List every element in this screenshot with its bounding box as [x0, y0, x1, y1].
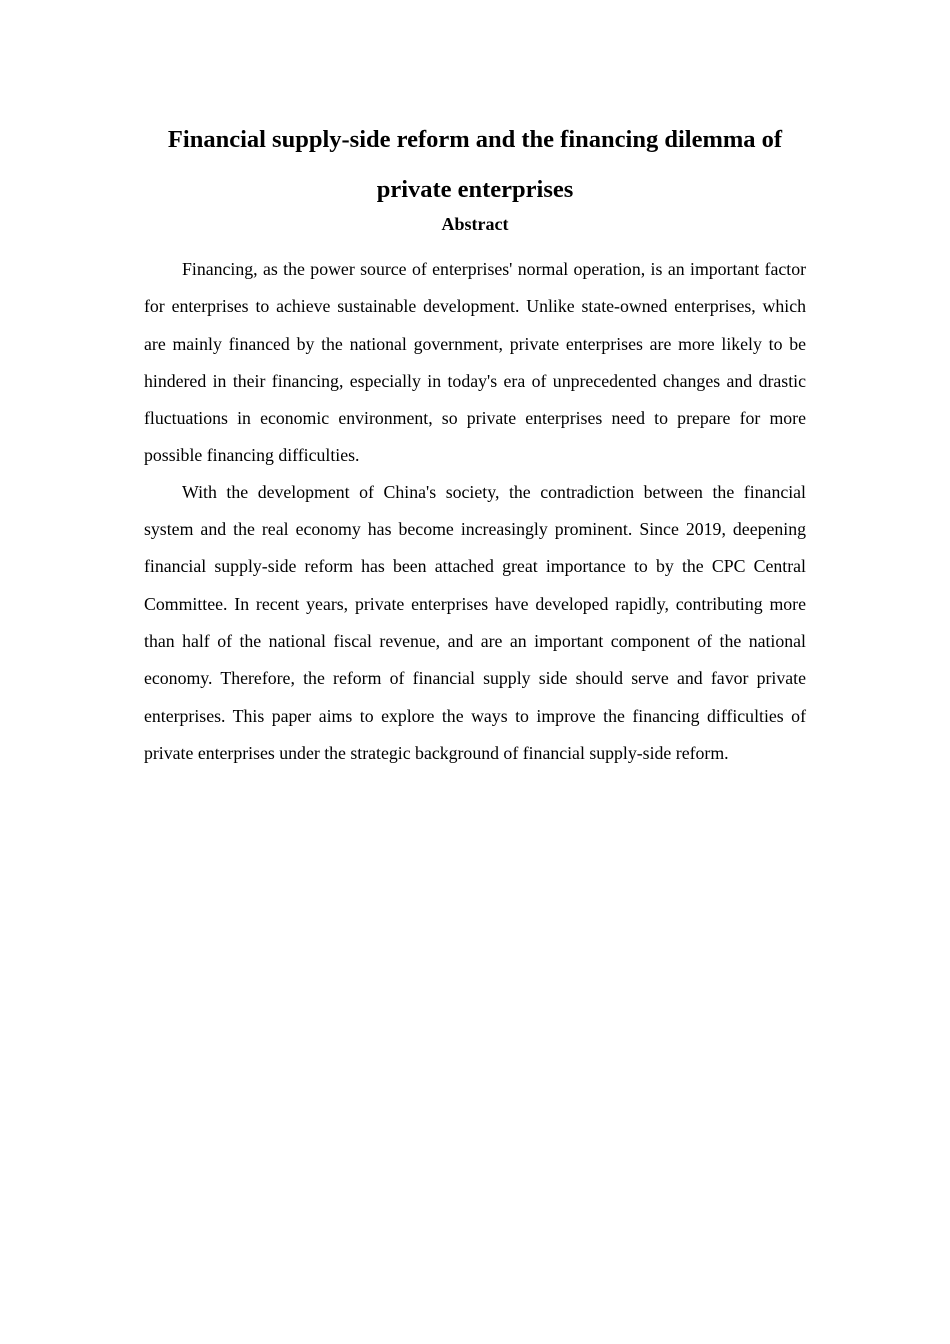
document-body [144, 115, 806, 772]
abstract-paragraph-1: Financing, as the power source of enterprises' normal operation, is an important factor for enterprises to achieve sustainable development. Unlike state-owned enterprises, which are mainly financed by the national government, private enterprises are more likely to be hindered in their financing, especially in today's era of unprecedented changes and drastic fluctuations in economic environment, so private enterprises need to prepare for more possible financing difficulties. [144, 259, 806, 466]
paper-title-line-1: Financial supply-side reform and the financing dilemma of [167, 126, 783, 153]
paper-title-line-2: private enterprises [376, 176, 574, 203]
abstract-heading: Abstract [441, 214, 509, 234]
paper-title [144, 115, 806, 215]
abstract-paragraph-2: With the development of China's society, the contradiction between the financial system and the real economy has become increasingly prominent. Since 2019, deepening financial supply-side reform has been attached great importance to by the CPC Central Committee. In recent years, private enterprises have developed rapidly, contributing more than half of the national fiscal revenue, and are an important component of the national economy. Therefore, the reform of financial supply side should serve and favor private enterprises. This paper aims to explore the ways to improve the financing difficulties of private enterprises under the strategic background of financial supply-side reform. [144, 481, 806, 763]
